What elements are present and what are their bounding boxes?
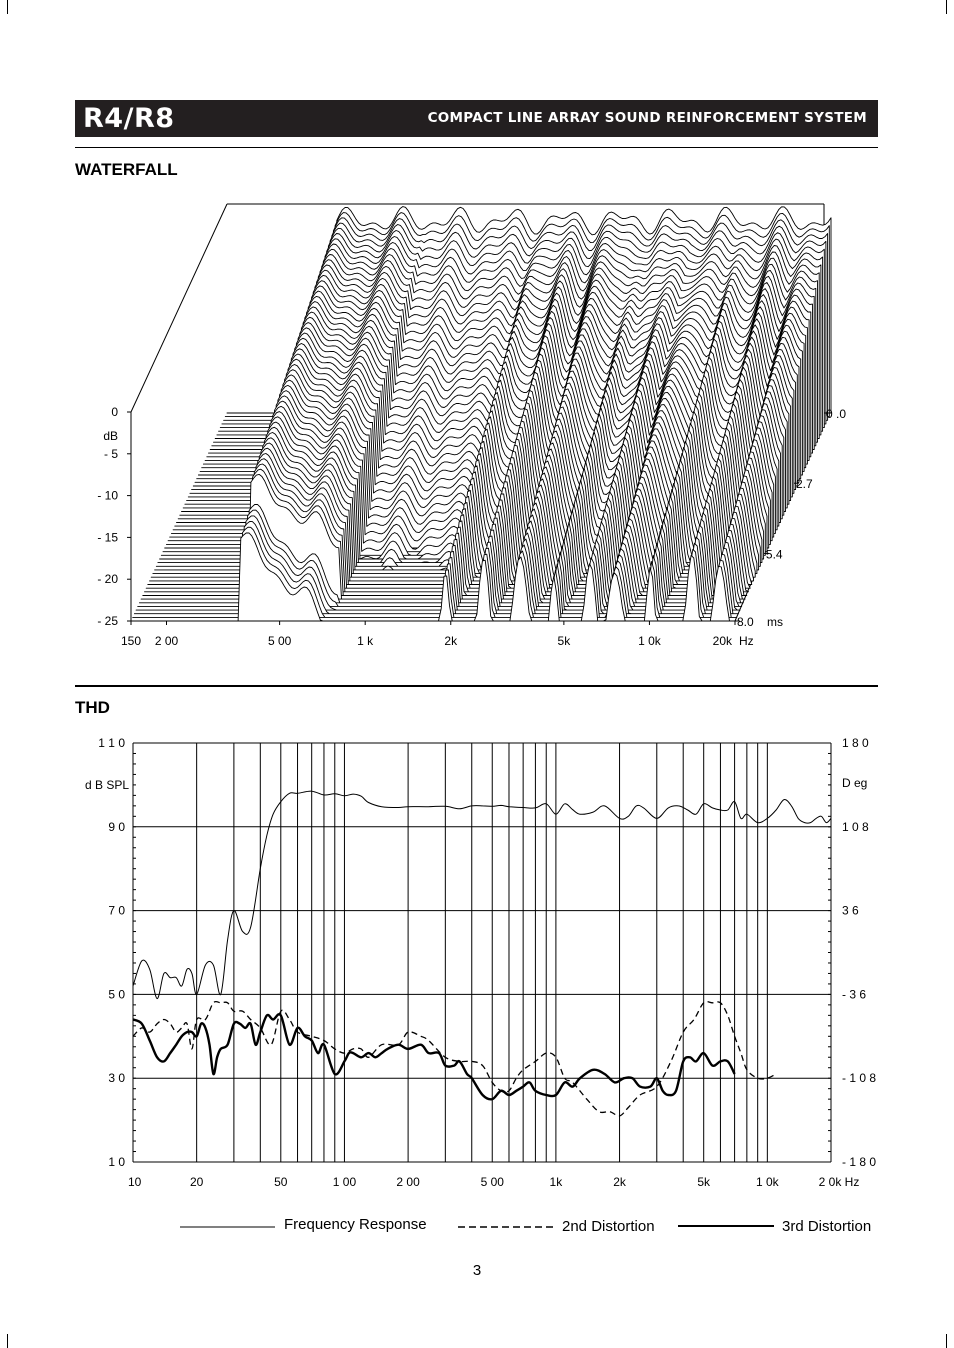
thd-x-tick-label: 2 0k Hz bbox=[818, 1175, 860, 1189]
waterfall-y-tick-label: - 25 bbox=[97, 614, 118, 628]
waterfall-z-tick-label: 0 .0 bbox=[826, 407, 847, 421]
legend-label-third-distortion: 3rd Distortion bbox=[782, 1218, 872, 1235]
waterfall-y-tick-label: 0 bbox=[111, 405, 118, 419]
waterfall-y-tick-label: - 20 bbox=[97, 572, 118, 587]
waterfall-x-tick-label: 1 0k bbox=[638, 634, 661, 648]
crop-mark bbox=[7, 1334, 8, 1348]
waterfall-x-tick-label: 5 00 bbox=[267, 634, 292, 648]
crop-mark bbox=[7, 0, 8, 14]
thd-y-label: d B SPL bbox=[84, 777, 129, 792]
waterfall-x-unit: Hz bbox=[739, 634, 754, 648]
waterfall-y-tick-label: - 10 bbox=[97, 488, 118, 503]
thd-x-tick-label: 1k bbox=[549, 1175, 563, 1189]
thd-x-tick-label: 10 bbox=[128, 1175, 142, 1189]
waterfall-z-unit: ms bbox=[767, 615, 783, 629]
section-rule bbox=[75, 685, 878, 687]
crop-mark bbox=[946, 1334, 947, 1348]
thd-x-tick-label: 1 0k bbox=[756, 1175, 779, 1189]
legend bbox=[0, 1212, 954, 1242]
waterfall-x-tick-label: 2k bbox=[444, 634, 458, 648]
waterfall-x-tick-label: 2 00 bbox=[154, 634, 179, 648]
waterfall-z-tick-label: 5.4 bbox=[765, 547, 783, 562]
thd-y-tick-label: 5 0 bbox=[108, 987, 125, 1002]
legend-label-second-distortion: 2nd Distortion bbox=[562, 1218, 655, 1235]
waterfall-y-tick-label: - 5 bbox=[103, 446, 118, 461]
header-bar bbox=[75, 100, 878, 137]
thd-series bbox=[133, 791, 831, 1116]
thd-x-tick-label: 5 00 bbox=[480, 1175, 504, 1189]
thd-chart bbox=[0, 730, 954, 1195]
thd-y2-tick-label: - 1 8 0 bbox=[842, 1155, 877, 1169]
thd-y2-tick-label: 1 0 8 bbox=[842, 819, 869, 834]
header-subtitle: COMPACT LINE ARRAY SOUND REINFORCEMENT SYSTEM bbox=[427, 110, 867, 126]
waterfall-title: WATERFALL bbox=[75, 160, 178, 179]
thd-x-tick-label: 5k bbox=[697, 1175, 711, 1189]
waterfall-y-unit: dB bbox=[103, 429, 118, 443]
thd-y-tick-label: 1 0 bbox=[108, 1155, 125, 1169]
header-rule bbox=[75, 147, 878, 148]
waterfall-x-tick-label: 1 k bbox=[357, 634, 374, 648]
thd-x-tick-label: 50 bbox=[274, 1175, 288, 1189]
waterfall-x-tick-label: 5k bbox=[557, 634, 571, 648]
waterfall-chart bbox=[0, 190, 954, 660]
thd-y2-tick-label: - 1 0 8 bbox=[842, 1071, 877, 1086]
waterfall-z-tick-label: 8.0 bbox=[737, 615, 754, 629]
crop-mark bbox=[946, 0, 947, 14]
model-title: R4/R8 bbox=[83, 103, 175, 134]
waterfall-side-edge bbox=[131, 204, 227, 412]
thd-x-tick-label: 1 00 bbox=[332, 1175, 357, 1189]
thd-series-frequency-response bbox=[133, 791, 831, 998]
thd-y-tick-label: 7 0 bbox=[108, 903, 125, 918]
page-number: 3 bbox=[472, 1262, 482, 1279]
waterfall-slices bbox=[131, 207, 831, 621]
thd-y2-tick-label: 1 8 0 bbox=[842, 736, 869, 750]
thd-y2-tick-label: 3 6 bbox=[842, 903, 859, 918]
thd-series-3rd-distortion bbox=[133, 1014, 735, 1099]
thd-series-2nd-distortion bbox=[133, 1002, 776, 1116]
thd-x-tick-label: 20 bbox=[189, 1175, 204, 1189]
thd-y-tick-label: 1 1 0 bbox=[98, 736, 125, 750]
thd-x-tick-label: 2 00 bbox=[396, 1175, 420, 1189]
thd-y-tick-label: 3 0 bbox=[108, 1071, 125, 1086]
legend-label-frequency-response: Frequency Response bbox=[284, 1216, 427, 1233]
waterfall-x-tick-label: 150 bbox=[120, 634, 142, 648]
thd-x-tick-label: 2k bbox=[613, 1175, 626, 1189]
thd-y2-label: D eg bbox=[842, 775, 868, 790]
thd-y2-tick-label: - 3 6 bbox=[842, 987, 867, 1002]
waterfall-y-tick-label: - 15 bbox=[97, 530, 118, 545]
waterfall-z-tick-label: 2.7 bbox=[795, 477, 813, 492]
waterfall-x-tick-label: 20k bbox=[712, 634, 732, 648]
thd-title: THD bbox=[75, 698, 110, 717]
thd-y-tick-label: 9 0 bbox=[108, 819, 125, 834]
